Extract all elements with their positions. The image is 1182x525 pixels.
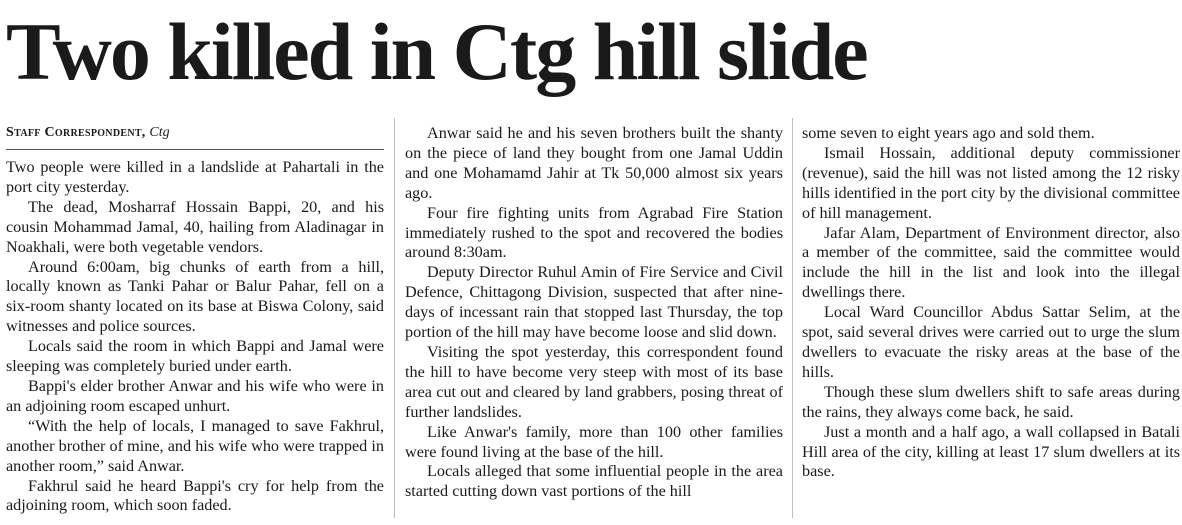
article-column-1 bbox=[6, 124, 384, 516]
byline bbox=[6, 124, 384, 142]
column-divider bbox=[394, 118, 395, 518]
article-paragraph: Deputy Director Ruhul Amin of Fire Service and Civil Defence, Chittagong Division, suspected that after nine-days of incessant rain that stopped last Thursday, the top portion of the hill may have become loose and slid down. bbox=[405, 263, 783, 342]
article-paragraph-continued: some seven to eight years ago and sold them. bbox=[802, 124, 1095, 142]
byline-place: Ctg bbox=[149, 125, 170, 140]
article-paragraph: Jafar Alam, Department of Environment director, also a member of the committee, said the committee would include the hill in the list and look into the illegal dwellings there. bbox=[802, 223, 1180, 302]
article-column-3 bbox=[802, 124, 1180, 482]
article-paragraph: Anwar said he and his seven brothers built the shanty on the piece of land they bought from one Jamal Uddin and one Mohamamd Jahir at Tk 50,000 almost six years ago. bbox=[405, 124, 783, 202]
article-paragraph: Locals said the room in which Bappi and Jamal were sleeping was completely buried under earth. bbox=[6, 337, 384, 376]
article-paragraph: Two people were killed in a landslide at Pahartali in the port city yesterday. bbox=[6, 158, 384, 196]
byline-rule bbox=[6, 149, 384, 150]
article-paragraph: Like Anwar's family, more than 100 other families were found living at the base of the hill. bbox=[405, 422, 783, 461]
article-column-2 bbox=[405, 124, 783, 502]
article-paragraph: “With the help of locals, I managed to save Fakhrul, another brother of mine, and his wife who were trapped in another room,” said Anwar. bbox=[6, 416, 384, 475]
article-paragraph: Ismail Hossain, additional deputy commissioner (revenue), said the hill was not listed among the 12 risky hills identified in the port city by the divisional committee of hill management. bbox=[802, 143, 1180, 222]
article-paragraph: Locals alleged that some influential people in the area started cutting down vast portions of the hill bbox=[405, 462, 783, 501]
headline: Two killed in Ctg hill slide bbox=[6, 6, 867, 97]
article-paragraph: Four fire fighting units from Agrabad Fire Station immediately rushed to the spot and recovered the bodies around 8:30am. bbox=[405, 203, 783, 262]
article-paragraph: Just a month and a half ago, a wall collapsed in Batali Hill area of the city, killing at least 17 slum dwellers at its base. bbox=[802, 422, 1180, 481]
article-paragraph: Fakhrul said he heard Bappi's cry for help from the adjoining room, which soon faded. bbox=[6, 476, 384, 515]
article-paragraph: The dead, Mosharraf Hossain Bappi, 20, and his cousin Mohammad Jamal, 40, hailing from Aladinagar in Noakhali, were both vegetable vendors. bbox=[6, 197, 384, 256]
column-divider bbox=[792, 118, 793, 518]
article-paragraph: Though these slum dwellers shift to safe areas during the rains, they always come back, he said. bbox=[802, 382, 1180, 421]
article-paragraph: Bappi's elder brother Anwar and his wife who were in an adjoining room escaped unhurt. bbox=[6, 376, 384, 415]
byline-author: Staff Correspondent, bbox=[6, 125, 146, 140]
article-paragraph: Local Ward Councillor Abdus Sattar Selim, at the spot, said several drives were carried out to urge the slum dwellers to evacuate the risky areas at the base of the hills. bbox=[802, 303, 1180, 381]
article-paragraph: Visiting the spot yesterday, this correspondent found the hill to have become very steep with most of its base area cut out and cleared by land grabbers, posing threat of further landslides. bbox=[405, 342, 783, 421]
article-paragraph: Around 6:00am, big chunks of earth from a hill, locally known as Tanki Pahar or Balur Pahar, fell on a six-room shanty located on its base at Biswa Colony, said witnesses and police sources. bbox=[6, 257, 384, 336]
